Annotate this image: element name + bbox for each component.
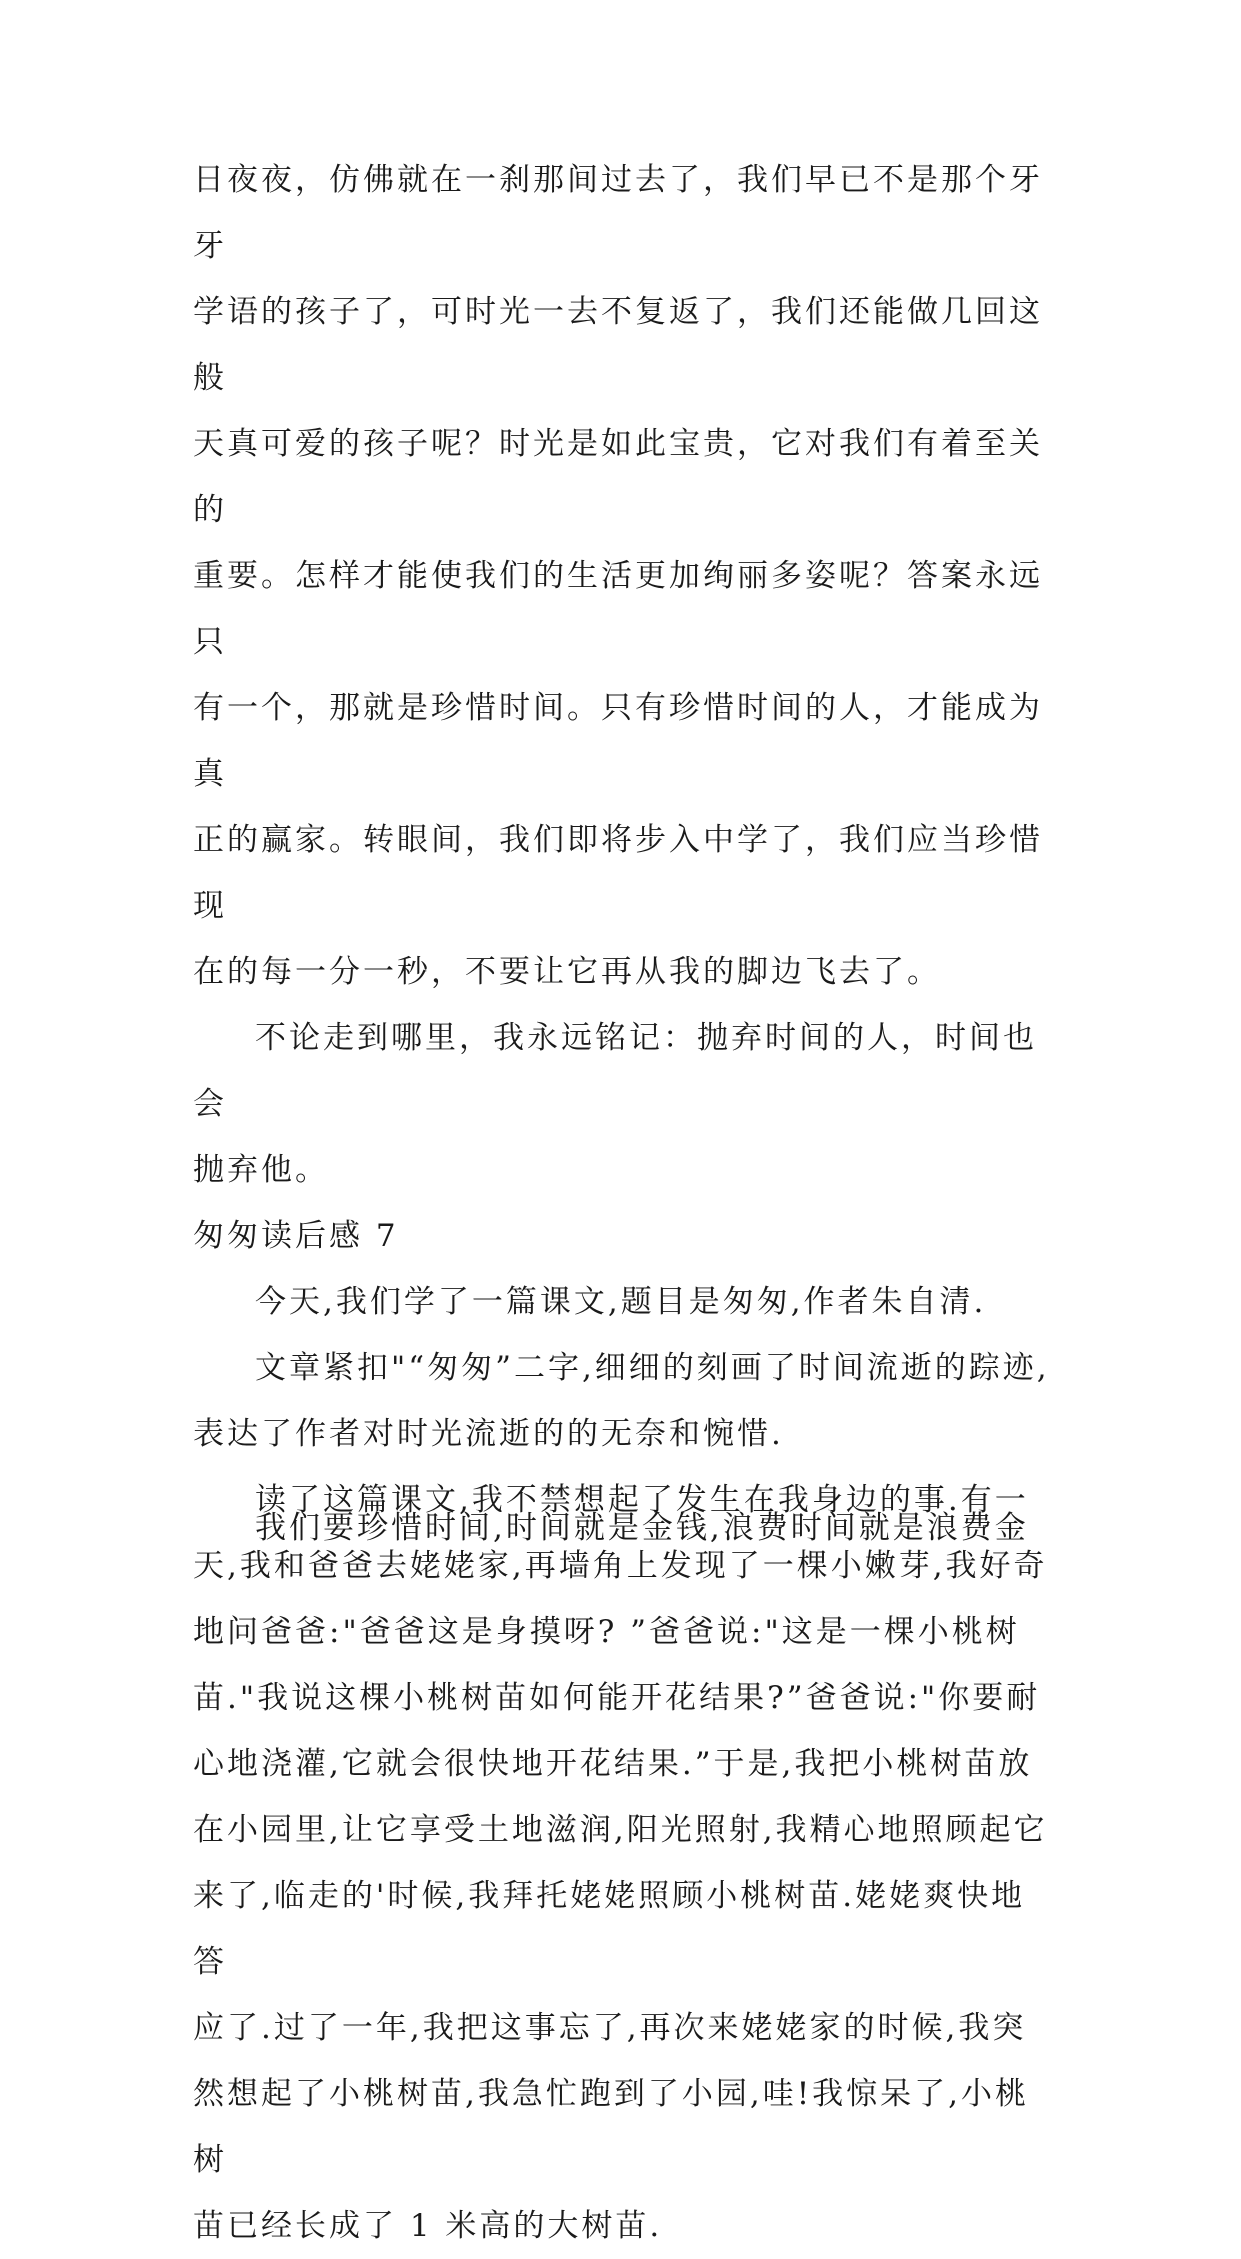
text-line: 心地浇灌,它就会很快地开花结果.”于是,我把小桃树苗放 bbox=[193, 1746, 1033, 1782]
section-heading: 匆匆读后感 7 bbox=[193, 1218, 399, 1254]
text-line: 在的每一分一秒，不要让它再从我的脚边飞去了。 bbox=[193, 954, 941, 990]
text-line: 天,我和爸爸去姥姥家,再墙角上发现了一棵小嫩芽,我好奇 bbox=[193, 1548, 1048, 1584]
text-line: 正的赢家。转眼间，我们即将步入中学了，我们应当珍惜现 bbox=[193, 822, 1043, 924]
text-line: 地问爸爸:"爸爸这是身摸呀? ”爸爸说:"这是一棵小桃树 bbox=[193, 1614, 1020, 1650]
text-line: 我们要珍惜时间,时间就是金钱,浪费时间就是浪费金 bbox=[255, 1510, 1029, 1546]
text-line: 日夜夜，仿佛就在一刹那间过去了，我们早已不是那个牙牙 bbox=[193, 162, 1043, 264]
text-line: 天真可爱的孩子呢？时光是如此宝贵，它对我们有着至关的 bbox=[193, 426, 1043, 528]
text-line: 重要。怎样才能使我们的生活更加绚丽多姿呢？答案永远只 bbox=[193, 558, 1043, 660]
document-text-top bbox=[193, 147, 1053, 2259]
text-line: 然想起了小桃树苗,我急忙跑到了小园,哇!我惊呆了,小桃树 bbox=[193, 2076, 1030, 2178]
text-line: 读了这篇课文,我不禁想起了发生在我身边的事.有一 bbox=[255, 1482, 1029, 1518]
text-line: 表达了作者对时光流逝的的无奈和惋惜. bbox=[193, 1416, 784, 1452]
text-line: 有一个，那就是珍惜时间。只有珍惜时间的人，才能成为真 bbox=[193, 690, 1043, 792]
text-line: 应了.过了一年,我把这事忘了,再次来姥姥家的时候,我突 bbox=[193, 2010, 1027, 2046]
text-line: 今天,我们学了一篇课文,题目是匆匆,作者朱自清. bbox=[255, 1284, 987, 1320]
text-line: 苗已经长成了 1 米高的大树苗. bbox=[193, 2208, 663, 2244]
text-line: 在小园里,让它享受土地滋润,阳光照射,我精心地照顾起它 bbox=[193, 1812, 1048, 1848]
document-text-bottom bbox=[193, 1495, 1053, 1561]
text-line: 抛弃他。 bbox=[193, 1152, 329, 1188]
text-line: 来了,临走的'时候,我拜托姥姥照顾小桃树苗.姥姥爽快地答 bbox=[193, 1878, 1026, 1980]
text-line: 文章紧扣"“匆匆”二字,细细的刻画了时间流逝的踪迹, bbox=[255, 1350, 1050, 1386]
text-line: 学语的孩子了，可时光一去不复返了，我们还能做几回这般 bbox=[193, 294, 1043, 396]
text-line: 苗."我说这棵小桃树苗如何能开花结果?”爸爸说:"你要耐 bbox=[193, 1680, 1041, 1716]
text-line: 不论走到哪里，我永远铭记：抛弃时间的人，时间也会 bbox=[193, 1020, 1037, 1122]
